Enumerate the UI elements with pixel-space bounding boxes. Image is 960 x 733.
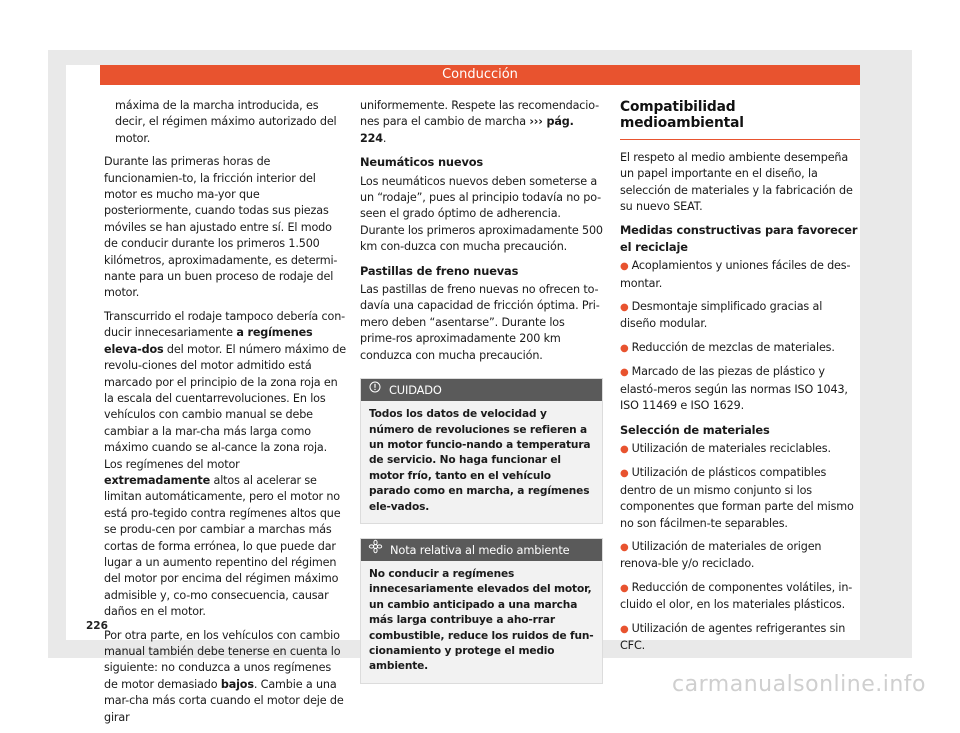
text: Transcurrido el rodaje tampoco debería con-ducir innecesariamente bbox=[104, 309, 346, 340]
text: uniformemente. Respete las recomendacio-nes para el cambio de marcha bbox=[360, 99, 600, 129]
list-item-text: Acoplamientos y uniones fáciles de des-montar. bbox=[620, 259, 851, 290]
caution-box bbox=[360, 378, 603, 524]
paragraph: Los neumáticos nuevos deben someterse a un “rodaje”, pues al principio todavía no po-seen el grado óptimo de adherencia. Durante los primeros aproximadamente 500 km con-duzca con mucha precaución. bbox=[360, 174, 603, 254]
caution-header bbox=[361, 379, 602, 401]
subheading: Medidas constructivas para favorecer el reciclaje bbox=[620, 223, 858, 254]
paragraph: máxima de la marcha introducida, es decir, el régimen máximo autorizado del motor. bbox=[115, 99, 337, 145]
list-item-text: Utilización de agentes refrigerantes sin CFC. bbox=[620, 621, 846, 652]
list-item-text: Marcado de las piezas de plástico y elastó-meros según las normas ISO 1043, ISO 11469 e ISO 1629. bbox=[620, 365, 848, 413]
list-item bbox=[620, 580, 860, 614]
bullet-icon: ● bbox=[620, 623, 629, 635]
emphasis-text: extremadamente bbox=[104, 473, 211, 487]
bullet-list bbox=[620, 441, 860, 654]
list-item bbox=[620, 364, 860, 414]
list-item-text: Reducción de componentes volátiles, in-cluido el olor, en los materiales plásticos. bbox=[620, 580, 853, 612]
subheading: Pastillas de freno nuevas bbox=[360, 263, 519, 278]
subheading: Neumáticos nuevos bbox=[360, 155, 484, 170]
column-3 bbox=[620, 98, 860, 661]
text: Por otra parte, en los vehículos con cambio manual también debe tenerse en cuenta lo siguiente: no conduzca a unos regímenes de motor demasiado bbox=[104, 628, 341, 691]
page-number: 226 bbox=[86, 620, 108, 632]
watermark: carmanualsonline.info bbox=[672, 672, 926, 697]
section-header bbox=[100, 65, 860, 85]
section-header-title: Conducción bbox=[442, 67, 518, 82]
bullet-icon: ● bbox=[620, 468, 629, 480]
caution-icon bbox=[369, 379, 381, 401]
bullet-icon: ● bbox=[620, 443, 629, 455]
column-1 bbox=[104, 98, 347, 733]
text: . bbox=[382, 131, 387, 145]
bullet-icon: ● bbox=[620, 541, 629, 553]
environment-icon bbox=[369, 539, 382, 561]
list-item bbox=[620, 621, 860, 655]
list-item bbox=[620, 299, 860, 333]
column-2 bbox=[360, 98, 603, 684]
paragraph bbox=[104, 309, 347, 621]
paragraph bbox=[360, 98, 603, 147]
text: . Cambie a una mar-cha más corta cuando el motor deje de girar bbox=[104, 677, 344, 724]
list-item bbox=[620, 539, 860, 573]
list-item bbox=[620, 258, 860, 292]
bullet-icon: ● bbox=[620, 582, 629, 594]
list-item bbox=[620, 441, 860, 458]
paragraph: El respeto al medio ambiente desempeña un papel importante en el diseño, la selección de materiales y la fabricación de su nuevo SEAT. bbox=[620, 150, 853, 214]
list-item-text: Utilización de materiales de origen renova-ble y/o reciclado. bbox=[620, 539, 822, 571]
list-item-text: Reducción de mezclas de materiales. bbox=[631, 340, 835, 354]
bullet-icon: ● bbox=[620, 342, 629, 354]
list-item-text: Desmontaje simplificado gracias al diseño modular. bbox=[620, 300, 823, 331]
page-reference-link[interactable]: ››› pág. 224 bbox=[360, 115, 574, 145]
list-item-text: Utilización de plásticos compatibles dentro de un mismo conjunto si los componentes que forman parte del mismo no son fácilmen-te separables. bbox=[620, 466, 854, 530]
list-item bbox=[620, 340, 860, 357]
environment-note-text: No conducir a regímenes innecesariamente elevados del motor, un cambio anticipado a una marcha más larga contribuye a aho-rrar combustible, reduce los ruidos de fun-cionamiento y protege el medio ambiente. bbox=[369, 567, 594, 673]
bullet-list bbox=[620, 258, 860, 414]
paragraph: Las pastillas de freno nuevas no ofrecen to-davía una capacidad de fricción óptima. Pri-mero deben “asentarse”. Durante los prime-ros aproximadamente 200 km conduzca con mucha precaución. bbox=[360, 283, 600, 362]
bullet-icon: ● bbox=[620, 367, 629, 379]
environment-note-header bbox=[361, 539, 602, 561]
emphasis-text: bajos bbox=[220, 677, 254, 691]
environment-note-title: Nota relativa al medio ambiente bbox=[390, 542, 570, 557]
caution-title: CUIDADO bbox=[389, 383, 442, 398]
caution-text: Todos los datos de velocidad y número de revoluciones se refieren a un motor funcio-nando a temperatura de servicio. No haga funcionar el motor frío, tanto en el vehículo parado como en marcha, a regímenes ele-vados. bbox=[369, 408, 591, 513]
list-item bbox=[620, 465, 860, 532]
text: altos al acelerar se limitan automáticamente, pero el motor no está pro-tegido contra regímenes altos que se produ-cen por cambiar a marchas más cortas de forma errónea, lo que puede dar lugar a un aumento repentino del régimen del motor por encima del régimen máximo admisible y, co-mo consecuencia, causar daños en el motor. bbox=[104, 473, 341, 619]
list-item-text: Utilización de materiales reciclables. bbox=[631, 441, 831, 455]
text: del motor. El número máximo de revolu-ciones del motor admitido está marcado por el principio de la zona roja en la escala del cuentarrevoluciones. En los vehículos con cambio manual se debe cambiar a la mar-cha más larga como máximo cuando se al-cance la zona roja. Los regímenes del motor bbox=[104, 342, 346, 471]
environment-note-box bbox=[360, 538, 603, 684]
bullet-icon: ● bbox=[620, 261, 629, 273]
emphasis-text: a regímenes eleva-dos bbox=[104, 326, 313, 356]
paragraph bbox=[104, 628, 347, 726]
section-title: Compatibilidad medioambiental bbox=[620, 99, 860, 140]
paragraph: Durante las primeras horas de funcionamien-to, la fricción interior del motor es mucho ma-yor que posteriormente, cuando todas sus piezas móviles se han ajustado entre sí. El modo de conducir durante los primeros 1.500 kilómetros, aproximadamente, es determi-nante para un buen proceso de rodaje del motor. bbox=[104, 155, 338, 300]
bullet-icon: ● bbox=[620, 302, 629, 314]
subheading: Selección de materiales bbox=[620, 422, 770, 437]
